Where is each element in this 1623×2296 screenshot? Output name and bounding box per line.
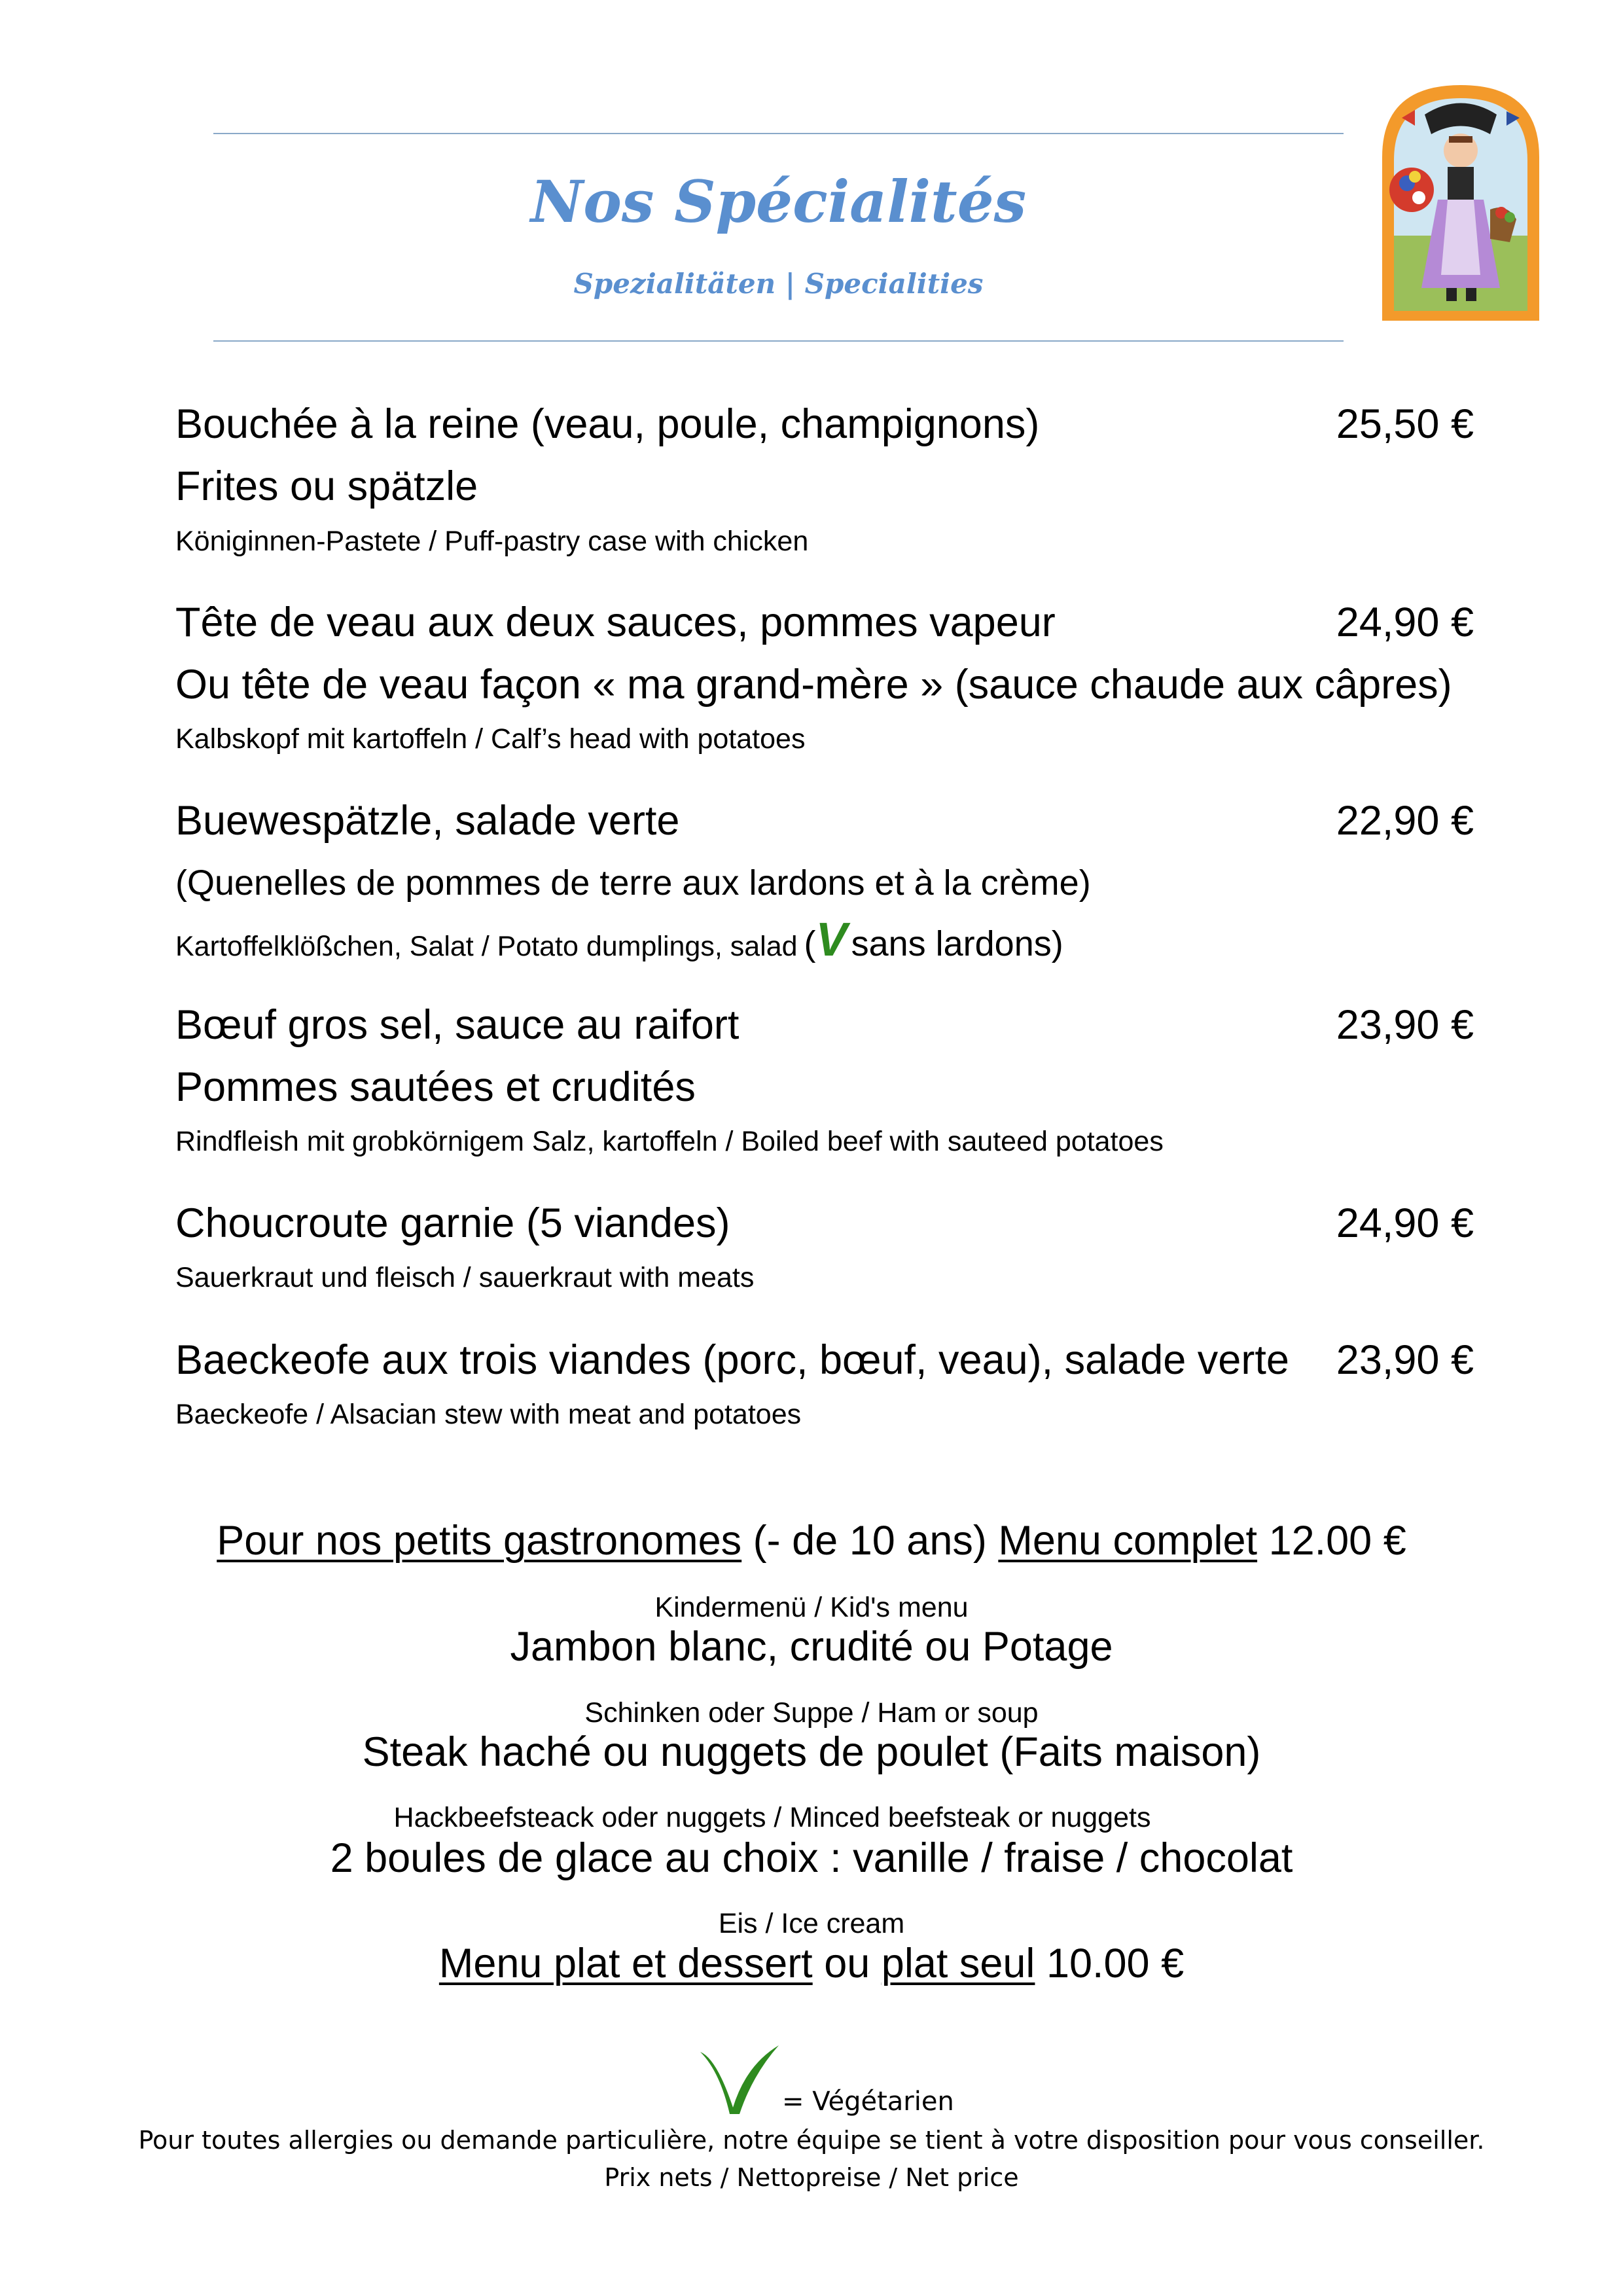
veg-note-text: sans lardons) [851, 924, 1063, 963]
item-name: Bœuf gros sel, sauce au raifort [175, 1002, 740, 1048]
item-translation: Kalbskopf mit kartoffeln / Calf’s head with potatoes [175, 723, 806, 755]
kids-alt-menu-title: Menu plat et dessert [438, 1941, 813, 1986]
item-name: Baeckeofe aux trois viandes (porc, bœuf, veau), salade verte [175, 1337, 1289, 1383]
alsatian-woman-illustration [1376, 79, 1546, 327]
kids-heading-menu: Menu complet [998, 1518, 1258, 1564]
header-top-rule [213, 133, 1344, 134]
item-name: Bouchée à la reine (veau, poule, champignons) [175, 401, 1040, 447]
kids-course-2-translation: Hackbeefsteack oder nuggets / Minced beefsteak or nuggets [393, 1802, 1151, 1833]
item-name: Tête de veau aux deux sauces, pommes vapeur [175, 600, 1056, 645]
kids-alt-menu-or: ou [812, 1941, 882, 1986]
page-subtitle: Spezialitäten | Specialities [573, 268, 984, 300]
kids-course-3: 2 boules de glace au choix : vanille / fraise / chocolat [330, 1835, 1293, 1881]
kids-alt-menu-single: plat seul [881, 1941, 1035, 1986]
item-translation-row [175, 913, 1063, 967]
kids-heading-age: (- de 10 ans) [741, 1518, 999, 1564]
item-subline: (Quenelles de pommes de terre aux lardons et à la crème) [175, 863, 1091, 903]
veg-note-open-paren: ( [804, 924, 816, 963]
item-translation: Baeckeofe / Alsacian stew with meat and potatoes [175, 1399, 802, 1430]
kids-heading-price: 12.00 € [1257, 1518, 1406, 1564]
net-price-note: Prix nets / Nettopreise / Net price [604, 2163, 1019, 2192]
kids-heading-title: Pour nos petits gastronomes [217, 1518, 742, 1564]
item-price: 24,90 € [1336, 600, 1474, 645]
item-translation: Königinnen-Pastete / Puff-pastry case with chicken [175, 526, 809, 557]
item-translation: Rindfleish mit grobkörnigem Salz, kartoffeln / Boiled beef with sauteed potatoes [175, 1126, 1164, 1157]
vegetarian-icon [694, 2039, 785, 2117]
allergy-note: Pour toutes allergies ou demande particulière, notre équipe se tient à votre disposition pour vous conseiller. [138, 2126, 1485, 2155]
item-price: 23,90 € [1336, 1337, 1474, 1383]
item-subline: Ou tête de veau façon « ma grand-mère » (sauce chaude aux câpres) [175, 662, 1452, 708]
item-name: Buewespätzle, salade verte [175, 798, 680, 844]
item-subline: Pommes sautées et crudités [175, 1064, 696, 1110]
item-price: 25,50 € [1336, 401, 1474, 447]
item-translation: Sauerkraut und fleisch / sauerkraut with meats [175, 1262, 755, 1293]
kids-alt-menu-price: 10.00 € [1035, 1941, 1185, 1986]
kids-menu-translation: Kindermenü / Kid's menu [654, 1592, 969, 1623]
item-subline: Frites ou spätzle [175, 463, 478, 509]
item-price: 24,90 € [1336, 1200, 1474, 1246]
item-translation: Kartoffelklößchen, Salat / Potato dumplings, salad [175, 931, 798, 962]
vegetarian-legend-label: = Végétarien [782, 2087, 954, 2117]
kids-course-1: Jambon blanc, crudité ou Potage [510, 1624, 1113, 1670]
kids-alt-menu [0, 1940, 1623, 1987]
item-name: Choucroute garnie (5 viandes) [175, 1200, 730, 1246]
kids-course-2: Steak haché ou nuggets de poulet (Faits maison) [362, 1729, 1261, 1775]
vegetarian-icon: V [815, 914, 847, 966]
item-price: 23,90 € [1336, 1002, 1474, 1048]
item-price: 22,90 € [1336, 798, 1474, 844]
page-title: Nos Spécialités [530, 168, 1027, 236]
header-bottom-rule [213, 340, 1344, 342]
kids-course-3-translation: Eis / Ice cream [718, 1908, 905, 1939]
kids-menu-heading [0, 1517, 1623, 1564]
kids-course-1-translation: Schinken oder Suppe / Ham or soup [584, 1697, 1039, 1729]
